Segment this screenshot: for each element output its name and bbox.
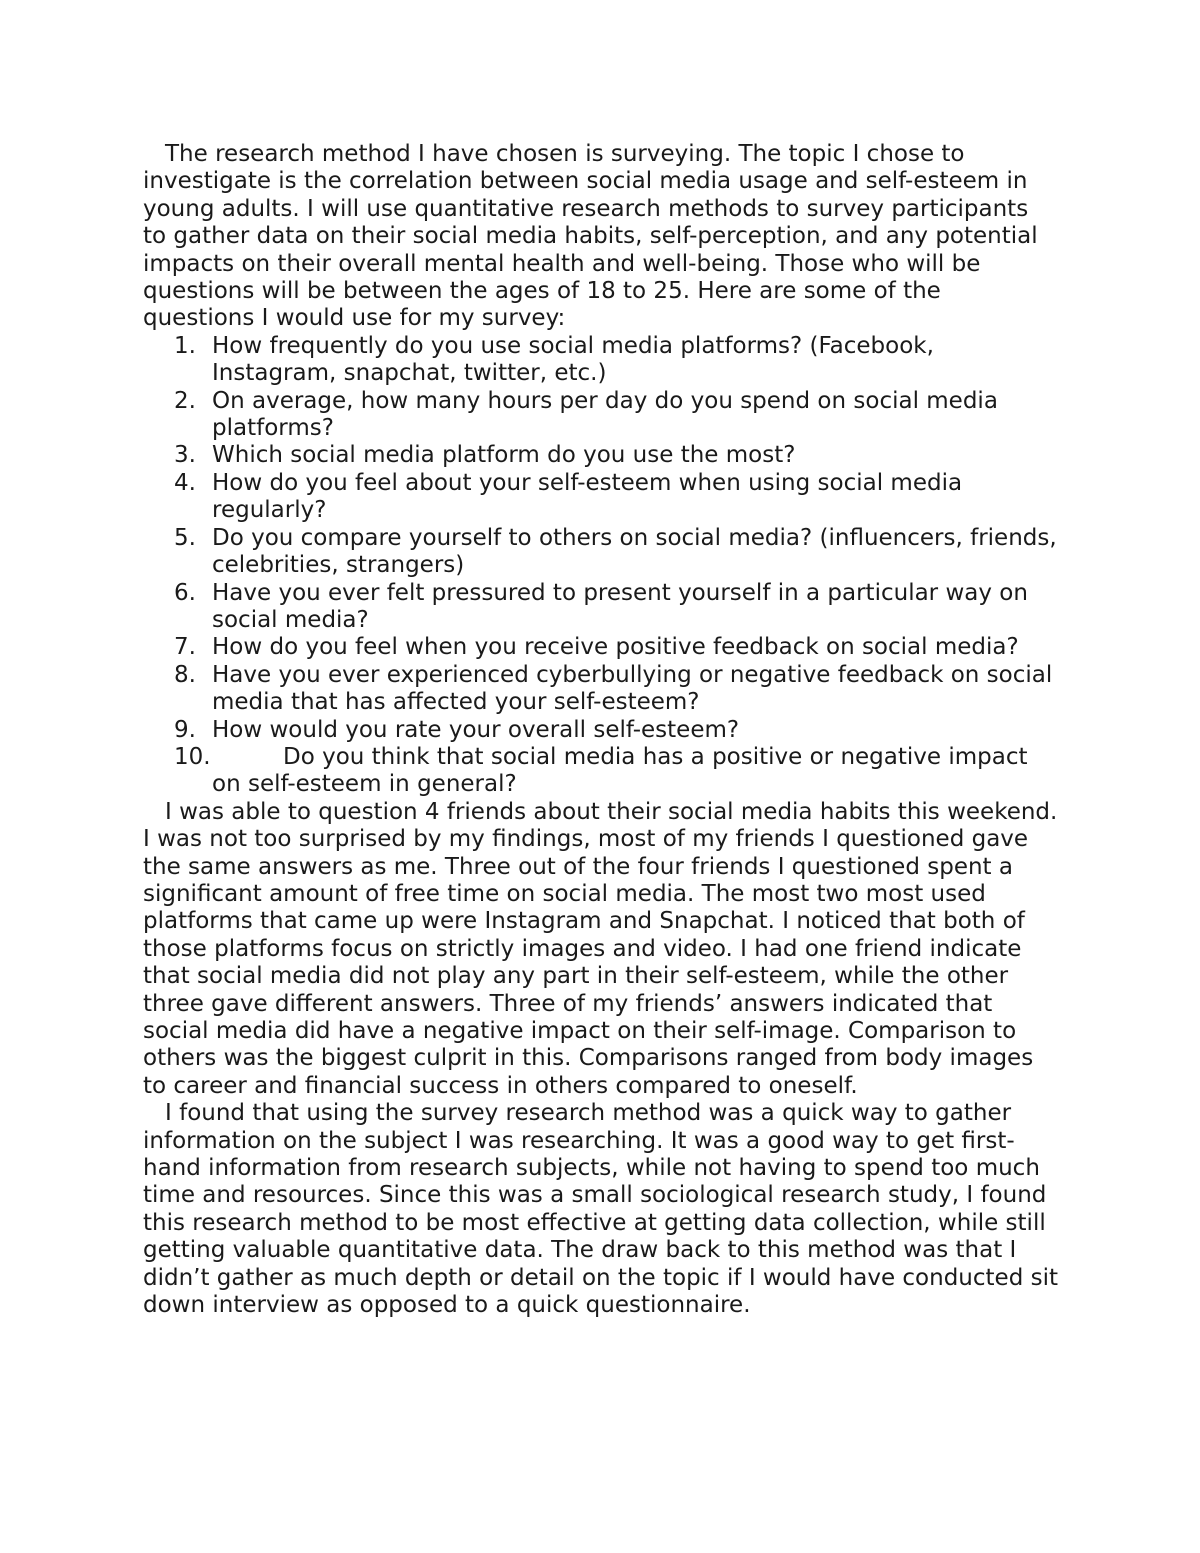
question-text: Have you ever experienced cyberbullying or negative feedback on social media that has affected your self-esteem?	[212, 661, 1053, 716]
question-number: 4.	[174, 469, 196, 496]
conclusion-paragraph: I found that using the survey research method was a quick way to gather information on the subject I was researching. It was a good way to get first-hand information from research subjects, while not having to spend too much time and resources. Since this was a small sociological research study, I found this research method to be most effective at getting data collection, while still getting valuable quantitative data. The draw back to this method was that I didn’t gather as much depth or detail on the topic if I would have conducted sit down interview as opposed to a quick questionnaire.	[143, 1100, 1059, 1319]
question-number: 3.	[174, 442, 196, 469]
question-text	[212, 744, 1058, 799]
question-number: 9.	[174, 716, 196, 743]
list-item	[143, 470, 1058, 525]
list-item	[143, 333, 1058, 388]
question-text-content: Do you think that social media has a positive or negative impact on self-esteem in general?	[212, 743, 1028, 798]
findings-paragraph: I was able to question 4 friends about their social media habits this weekend. I was not too surprised by my findings, most of my friends I questioned gave the same answers as me. Three out of the four friends I questioned spent a significant amount of free time on social media. The most two most used platforms that came up were Instagram and Snapchat. I noticed that both of those platforms focus on strictly images and video. I had one friend indicate that social media did not play any part in their self-esteem, while the other three gave different answers. Three of my friends’ answers indicated that social media did have a negative impact on their self-image. Comparison to others was the biggest culprit in this. Comparisons ranged from body images to career and financial success in others compared to oneself.	[143, 798, 1058, 1099]
intro-paragraph: The research method I have chosen is surveying. The topic I chose to investigate is the correlation between social media usage and self-esteem in young adults. I will use quantitative research methods to survey participants to gather data on their social media habits, self-perception, and any potential impacts on their overall mental health and well-being. Those who will be questions will be between the ages of 18 to 25. Here are some of the questions I would use for my survey:	[143, 141, 1038, 332]
list-item	[143, 744, 1058, 799]
question-number: 8.	[174, 661, 196, 688]
question-number: 2.	[174, 387, 196, 414]
question-text: How frequently do you use social media platforms? (Facebook, Instagram, snapchat, twitter, etc.)	[212, 332, 934, 387]
document-page	[143, 141, 1058, 1319]
list-item	[143, 580, 1058, 635]
question-text: Do you compare yourself to others on social media? (influencers, friends, celebrities, strangers)	[212, 524, 1057, 579]
list-item	[143, 388, 1058, 443]
question-text: Which social media platform do you use the most?	[212, 442, 796, 469]
question-number: 1.	[174, 332, 196, 359]
question-text: On average, how many hours per day do you spend on social media platforms?	[212, 387, 998, 442]
list-item	[143, 662, 1058, 717]
list-item	[143, 525, 1058, 580]
list-item	[143, 634, 1058, 661]
list-item	[143, 717, 1058, 744]
question-text: How would you rate your overall self-esteem?	[212, 716, 740, 743]
survey-question-list	[143, 333, 1058, 799]
question-number: 6.	[174, 579, 196, 606]
question-text: How do you feel when you receive positive feedback on social media?	[212, 634, 1019, 661]
question-number: 7.	[174, 634, 196, 661]
list-item	[143, 442, 1058, 469]
question-text: How do you feel about your self-esteem when using social media regularly?	[212, 469, 963, 524]
question-number: 5.	[174, 524, 196, 551]
question-text: Have you ever felt pressured to present yourself in a particular way on social media?	[212, 579, 1028, 633]
question-number: 10.	[174, 743, 211, 770]
